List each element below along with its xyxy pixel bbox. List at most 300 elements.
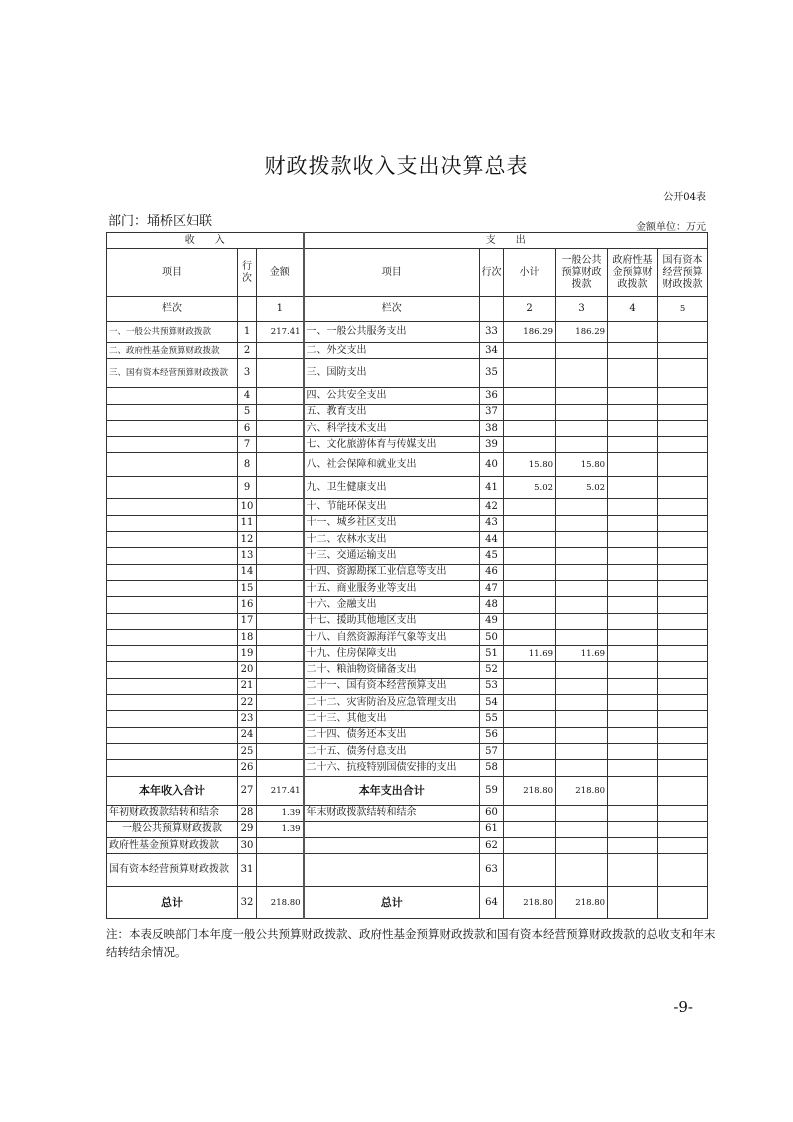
income-item-cell: 政府性基金预算财政拨款 — [107, 838, 238, 854]
expense-capital-cell — [658, 597, 708, 613]
income-item-cell — [107, 662, 238, 678]
expense-general-cell — [556, 854, 608, 887]
empty-cell — [480, 297, 504, 322]
income-item-cell — [107, 532, 238, 548]
table-row — [107, 404, 708, 420]
expense-line-cell: 39 — [480, 437, 504, 453]
empty-cell — [238, 297, 257, 322]
table-row — [107, 629, 708, 645]
expense-line-cell: 35 — [480, 359, 504, 388]
expense-subtotal-cell — [504, 727, 556, 743]
expense-subtotal-cell — [504, 711, 556, 727]
expense-subtotal-cell — [504, 838, 556, 854]
page-number: -9- — [673, 998, 693, 1016]
income-item-cell — [107, 404, 238, 420]
expense-capital-cell — [658, 532, 708, 548]
expense-line-cell: 62 — [480, 838, 504, 854]
income-item-cell — [107, 499, 238, 515]
budget-table — [106, 232, 708, 919]
expense-general-cell — [556, 597, 608, 613]
expense-capital-cell — [658, 322, 708, 343]
expense-item-cell: 总计 — [304, 887, 480, 919]
expense-item-cell: 年末财政拨款结转和结余 — [304, 805, 480, 821]
expense-fund-cell — [608, 695, 658, 711]
income-line-cell: 29 — [238, 821, 257, 837]
department-label: 部门：埇桥区妇联 — [108, 214, 213, 229]
expense-line-cell: 41 — [480, 477, 504, 499]
income-amount-cell — [257, 580, 304, 596]
table-row — [107, 477, 708, 499]
capital-budget-header: 国有资本经营预算财政拨款 — [658, 249, 708, 297]
expense-subtotal-cell — [504, 548, 556, 564]
expense-fund-cell — [608, 760, 658, 776]
income-line-cell: 13 — [238, 548, 257, 564]
expense-fund-cell — [608, 597, 658, 613]
income-line-cell: 1 — [238, 322, 257, 343]
expense-fund-cell — [608, 453, 658, 477]
expense-capital-cell — [658, 854, 708, 887]
expense-subtotal-cell — [504, 532, 556, 548]
income-line-header: 行 次 — [238, 249, 257, 297]
expense-fund-cell — [608, 776, 658, 805]
income-line-cell: 7 — [238, 437, 257, 453]
col-number: 1 — [257, 297, 304, 322]
col-label: 栏次 — [304, 297, 480, 322]
income-amount-cell — [257, 743, 304, 759]
expense-capital-cell — [658, 887, 708, 919]
expense-line-cell: 42 — [480, 499, 504, 515]
expense-capital-cell — [658, 580, 708, 596]
expense-capital-cell — [658, 404, 708, 420]
expense-subtotal-cell: 5.02 — [504, 477, 556, 499]
form-number: 公开04表 — [663, 192, 706, 203]
expense-general-cell — [556, 359, 608, 388]
expense-line-cell: 37 — [480, 404, 504, 420]
income-line-cell: 6 — [238, 420, 257, 436]
expense-line-cell: 56 — [480, 727, 504, 743]
expense-subtotal-cell — [504, 597, 556, 613]
expense-capital-cell — [658, 613, 708, 629]
expense-item-cell: 二十五、债务付息支出 — [304, 743, 480, 759]
income-item-cell — [107, 420, 238, 436]
income-item-cell: 总计 — [107, 887, 238, 919]
expense-capital-cell — [658, 678, 708, 694]
expense-item-cell: 二十六、抗疫特别国债安排的支出 — [304, 760, 480, 776]
subtotal-header: 小计 — [504, 249, 556, 297]
income-line-cell: 21 — [238, 678, 257, 694]
expense-fund-cell — [608, 515, 658, 531]
expense-fund-cell — [608, 499, 658, 515]
expense-subtotal-cell — [504, 662, 556, 678]
unit-label: 金额单位：万元 — [636, 222, 706, 233]
expense-fund-cell — [608, 743, 658, 759]
expense-fund-cell — [608, 646, 658, 662]
table-row — [107, 359, 708, 388]
income-amount-cell — [257, 343, 304, 359]
income-line-cell: 28 — [238, 805, 257, 821]
expense-subtotal-cell — [504, 420, 556, 436]
income-line-cell: 23 — [238, 711, 257, 727]
expense-capital-cell — [658, 646, 708, 662]
expense-capital-cell — [658, 662, 708, 678]
expense-capital-cell — [658, 711, 708, 727]
income-amount-cell — [257, 477, 304, 499]
expense-item-cell: 二十一、国有资本经营预算支出 — [304, 678, 480, 694]
expense-subtotal-cell — [504, 437, 556, 453]
expense-item-cell: 十二、农林水支出 — [304, 532, 480, 548]
expense-general-cell: 5.02 — [556, 477, 608, 499]
expense-subtotal-cell — [504, 743, 556, 759]
income-item-cell — [107, 515, 238, 531]
expense-general-cell — [556, 629, 608, 645]
expense-capital-cell — [658, 727, 708, 743]
expense-line-cell: 34 — [480, 343, 504, 359]
expense-item-cell: 十九、住房保障支出 — [304, 646, 480, 662]
expense-fund-cell — [608, 359, 658, 388]
income-item-cell: 年初财政拨款结转和结余 — [107, 805, 238, 821]
income-amount-cell — [257, 437, 304, 453]
table-row — [107, 776, 708, 805]
expense-fund-cell — [608, 821, 658, 837]
income-line-cell: 30 — [238, 838, 257, 854]
expense-line-cell: 33 — [480, 322, 504, 343]
expense-line-header: 行次 — [480, 249, 504, 297]
income-line-cell: 5 — [238, 404, 257, 420]
expense-line-cell: 47 — [480, 580, 504, 596]
expense-item-cell: 二十二、灾害防治及应急管理支出 — [304, 695, 480, 711]
table-row — [107, 453, 708, 477]
expense-item-cell: 本年支出合计 — [304, 776, 480, 805]
income-item-cell — [107, 597, 238, 613]
income-line-cell: 18 — [238, 629, 257, 645]
income-line-cell: 12 — [238, 532, 257, 548]
expense-line-cell: 52 — [480, 662, 504, 678]
expense-line-cell: 53 — [480, 678, 504, 694]
table-row — [107, 760, 708, 776]
income-item-cell — [107, 564, 238, 580]
expense-item-cell: 六、科学技术支出 — [304, 420, 480, 436]
expense-line-cell: 43 — [480, 515, 504, 531]
table-row — [107, 388, 708, 404]
expense-capital-cell — [658, 821, 708, 837]
income-amount-cell — [257, 597, 304, 613]
footnote: 注：本表反映部门本年度一般公共预算财政拨款、政府性基金预算财政拨款和国有资本经营预算财政拨款的总收支和年末结转结余情况。 — [106, 927, 716, 959]
expense-capital-cell — [658, 760, 708, 776]
expense-fund-cell — [608, 477, 658, 499]
expense-fund-cell — [608, 322, 658, 343]
expense-line-cell: 46 — [480, 564, 504, 580]
income-amount-cell — [257, 548, 304, 564]
income-amount-cell — [257, 359, 304, 388]
expense-general-cell: 11.69 — [556, 646, 608, 662]
expense-subtotal-cell — [504, 404, 556, 420]
income-amount-cell — [257, 532, 304, 548]
expense-item-cell: 十、节能环保支出 — [304, 499, 480, 515]
expense-capital-cell — [658, 564, 708, 580]
expense-capital-cell — [658, 453, 708, 477]
income-item-cell — [107, 548, 238, 564]
table-row — [107, 805, 708, 821]
expense-general-cell — [556, 805, 608, 821]
expense-line-cell: 38 — [480, 420, 504, 436]
expense-general-cell — [556, 404, 608, 420]
expense-general-cell — [556, 388, 608, 404]
expense-general-cell — [556, 821, 608, 837]
income-line-cell: 14 — [238, 564, 257, 580]
expense-capital-cell — [658, 477, 708, 499]
income-amount-cell — [257, 678, 304, 694]
table-row — [107, 499, 708, 515]
expense-item-cell: 十三、交通运输支出 — [304, 548, 480, 564]
expense-general-cell: 218.80 — [556, 887, 608, 919]
expense-general-cell: 15.80 — [556, 453, 608, 477]
expense-capital-cell — [658, 388, 708, 404]
expense-capital-cell — [658, 499, 708, 515]
expense-fund-cell — [608, 564, 658, 580]
expense-general-cell — [556, 678, 608, 694]
table-row — [107, 597, 708, 613]
expense-fund-cell — [608, 613, 658, 629]
expense-item-cell: 十一、城乡社区支出 — [304, 515, 480, 531]
expense-fund-cell — [608, 727, 658, 743]
expense-capital-cell — [658, 838, 708, 854]
expense-general-cell — [556, 580, 608, 596]
income-amount-cell — [257, 695, 304, 711]
table-row — [107, 743, 708, 759]
table-row — [107, 887, 708, 919]
income-amount-cell — [257, 515, 304, 531]
expense-fund-cell — [608, 887, 658, 919]
expense-line-cell: 44 — [480, 532, 504, 548]
income-item-cell — [107, 437, 238, 453]
expense-fund-cell — [608, 437, 658, 453]
income-item-cell — [107, 580, 238, 596]
expense-general-cell: 218.80 — [556, 776, 608, 805]
income-line-cell: 26 — [238, 760, 257, 776]
expense-line-cell: 58 — [480, 760, 504, 776]
table-row — [107, 564, 708, 580]
table-row — [107, 613, 708, 629]
expense-capital-cell — [658, 515, 708, 531]
income-line-cell: 25 — [238, 743, 257, 759]
income-item-cell: 一般公共预算财政拨款 — [107, 821, 238, 837]
expense-capital-cell — [658, 695, 708, 711]
income-item-cell — [107, 646, 238, 662]
expense-line-cell: 49 — [480, 613, 504, 629]
income-item-cell: 一、一般公共预算财政拨款 — [107, 322, 238, 343]
expense-general-cell — [556, 727, 608, 743]
income-line-cell: 31 — [238, 854, 257, 887]
expense-subtotal-cell — [504, 629, 556, 645]
table-row — [107, 646, 708, 662]
expense-line-cell: 51 — [480, 646, 504, 662]
expense-item-cell: 十八、自然资源海洋气象等支出 — [304, 629, 480, 645]
income-line-cell: 17 — [238, 613, 257, 629]
income-item-cell — [107, 678, 238, 694]
expense-capital-cell — [658, 343, 708, 359]
expense-subtotal-cell — [504, 388, 556, 404]
income-amount-cell — [257, 613, 304, 629]
table-row — [107, 821, 708, 837]
income-line-cell: 22 — [238, 695, 257, 711]
expense-general-cell — [556, 743, 608, 759]
income-line-cell: 4 — [238, 388, 257, 404]
table-row — [107, 838, 708, 854]
expense-line-cell: 57 — [480, 743, 504, 759]
expense-line-cell: 63 — [480, 854, 504, 887]
income-line-cell: 11 — [238, 515, 257, 531]
table-row — [107, 515, 708, 531]
expense-item-cell: 十四、资源勘探工业信息等支出 — [304, 564, 480, 580]
income-amount-cell — [257, 727, 304, 743]
col-label: 栏次 — [107, 297, 238, 322]
expense-subtotal-cell — [504, 821, 556, 837]
income-line-cell: 2 — [238, 343, 257, 359]
expense-subtotal-cell — [504, 678, 556, 694]
expense-subtotal-cell — [504, 499, 556, 515]
expense-fund-cell — [608, 343, 658, 359]
expense-line-cell: 40 — [480, 453, 504, 477]
income-line-cell: 9 — [238, 477, 257, 499]
expense-subtotal-cell: 15.80 — [504, 453, 556, 477]
income-item-cell: 三、国有资本经营预算财政拨款 — [107, 359, 238, 388]
expense-general-cell — [556, 343, 608, 359]
income-item-cell: 本年收入合计 — [107, 776, 238, 805]
income-line-cell: 8 — [238, 453, 257, 477]
income-line-cell: 32 — [238, 887, 257, 919]
col-number: 3 — [556, 297, 608, 322]
income-item-cell — [107, 760, 238, 776]
table-row — [107, 437, 708, 453]
expense-subtotal-cell: 11.69 — [504, 646, 556, 662]
expense-general-cell — [556, 695, 608, 711]
expense-capital-cell — [658, 743, 708, 759]
expense-line-cell: 50 — [480, 629, 504, 645]
income-amount-cell — [257, 404, 304, 420]
expense-capital-cell — [658, 420, 708, 436]
expense-subtotal-cell: 218.80 — [504, 887, 556, 919]
expense-header: 支 出 — [304, 233, 708, 249]
income-amount-cell: 1.39 — [257, 805, 304, 821]
expense-subtotal-cell — [504, 580, 556, 596]
expense-fund-cell — [608, 678, 658, 694]
income-line-cell: 24 — [238, 727, 257, 743]
expense-subtotal-cell — [504, 613, 556, 629]
table-row — [107, 662, 708, 678]
income-amount-cell — [257, 662, 304, 678]
expense-item-cell: 九、卫生健康支出 — [304, 477, 480, 499]
income-amount-cell — [257, 420, 304, 436]
expense-general-cell — [556, 711, 608, 727]
expense-item-cell — [304, 854, 480, 887]
table-row — [107, 854, 708, 887]
income-amount-cell — [257, 388, 304, 404]
amount-header: 金额 — [257, 249, 304, 297]
income-item-cell — [107, 477, 238, 499]
col-number: 5 — [658, 297, 708, 322]
income-item-cell: 国有资本经营预算财政拨款 — [107, 854, 238, 887]
expense-item-cell: 二十、粮油物资储备支出 — [304, 662, 480, 678]
expense-line-cell: 60 — [480, 805, 504, 821]
expense-general-cell — [556, 760, 608, 776]
expense-fund-cell — [608, 629, 658, 645]
income-amount-cell — [257, 629, 304, 645]
fund-budget-header: 政府性基金预算财政拨款 — [608, 249, 658, 297]
income-amount-cell: 217.41 — [257, 776, 304, 805]
expense-subtotal-cell — [504, 695, 556, 711]
expense-fund-cell — [608, 838, 658, 854]
expense-subtotal-cell — [504, 515, 556, 531]
income-amount-cell: 1.39 — [257, 821, 304, 837]
expense-general-cell — [556, 613, 608, 629]
table-row — [107, 727, 708, 743]
expense-general-cell — [556, 499, 608, 515]
income-line-cell: 15 — [238, 580, 257, 596]
expense-item-cell — [304, 821, 480, 837]
income-line-cell: 27 — [238, 776, 257, 805]
income-line-cell: 19 — [238, 646, 257, 662]
expense-line-cell: 64 — [480, 887, 504, 919]
expense-subtotal-cell — [504, 760, 556, 776]
income-line-cell: 3 — [238, 359, 257, 388]
page-title: 财政拨款收入支出决算总表 — [264, 154, 529, 178]
col-number: 2 — [504, 297, 556, 322]
expense-fund-cell — [608, 420, 658, 436]
expense-item-cell: 四、公共安全支出 — [304, 388, 480, 404]
expense-item-cell: 五、教育支出 — [304, 404, 480, 420]
expense-item-cell: 七、文化旅游体育与传媒支出 — [304, 437, 480, 453]
expense-fund-cell — [608, 404, 658, 420]
expense-capital-cell — [658, 805, 708, 821]
income-line-cell: 16 — [238, 597, 257, 613]
income-item-cell — [107, 629, 238, 645]
expense-fund-cell — [608, 662, 658, 678]
expense-item-cell: 三、国防支出 — [304, 359, 480, 388]
income-amount-cell — [257, 760, 304, 776]
income-amount-cell — [257, 854, 304, 887]
income-amount-cell — [257, 564, 304, 580]
expense-item-cell: 十六、金融支出 — [304, 597, 480, 613]
expense-item-cell: 二、外交支出 — [304, 343, 480, 359]
income-line-cell: 20 — [238, 662, 257, 678]
expense-item-cell: 十七、援助其他地区支出 — [304, 613, 480, 629]
expense-capital-cell — [658, 437, 708, 453]
expense-general-cell — [556, 548, 608, 564]
expense-general-cell — [556, 564, 608, 580]
table-row — [107, 322, 708, 343]
income-amount-cell — [257, 646, 304, 662]
expense-line-cell: 45 — [480, 548, 504, 564]
expense-capital-cell — [658, 548, 708, 564]
expense-general-cell — [556, 420, 608, 436]
income-amount-cell: 217.41 — [257, 322, 304, 343]
income-line-cell: 10 — [238, 499, 257, 515]
income-item-cell — [107, 388, 238, 404]
expense-item-cell — [304, 838, 480, 854]
expense-subtotal-cell: 186.29 — [504, 322, 556, 343]
income-item-cell — [107, 743, 238, 759]
income-amount-cell — [257, 838, 304, 854]
expense-general-cell — [556, 662, 608, 678]
income-item-cell — [107, 711, 238, 727]
expense-subtotal-cell — [504, 854, 556, 887]
table-row — [107, 678, 708, 694]
table-row — [107, 711, 708, 727]
table-row — [107, 532, 708, 548]
expense-line-cell: 36 — [480, 388, 504, 404]
income-item-cell — [107, 695, 238, 711]
expense-line-cell: 54 — [480, 695, 504, 711]
